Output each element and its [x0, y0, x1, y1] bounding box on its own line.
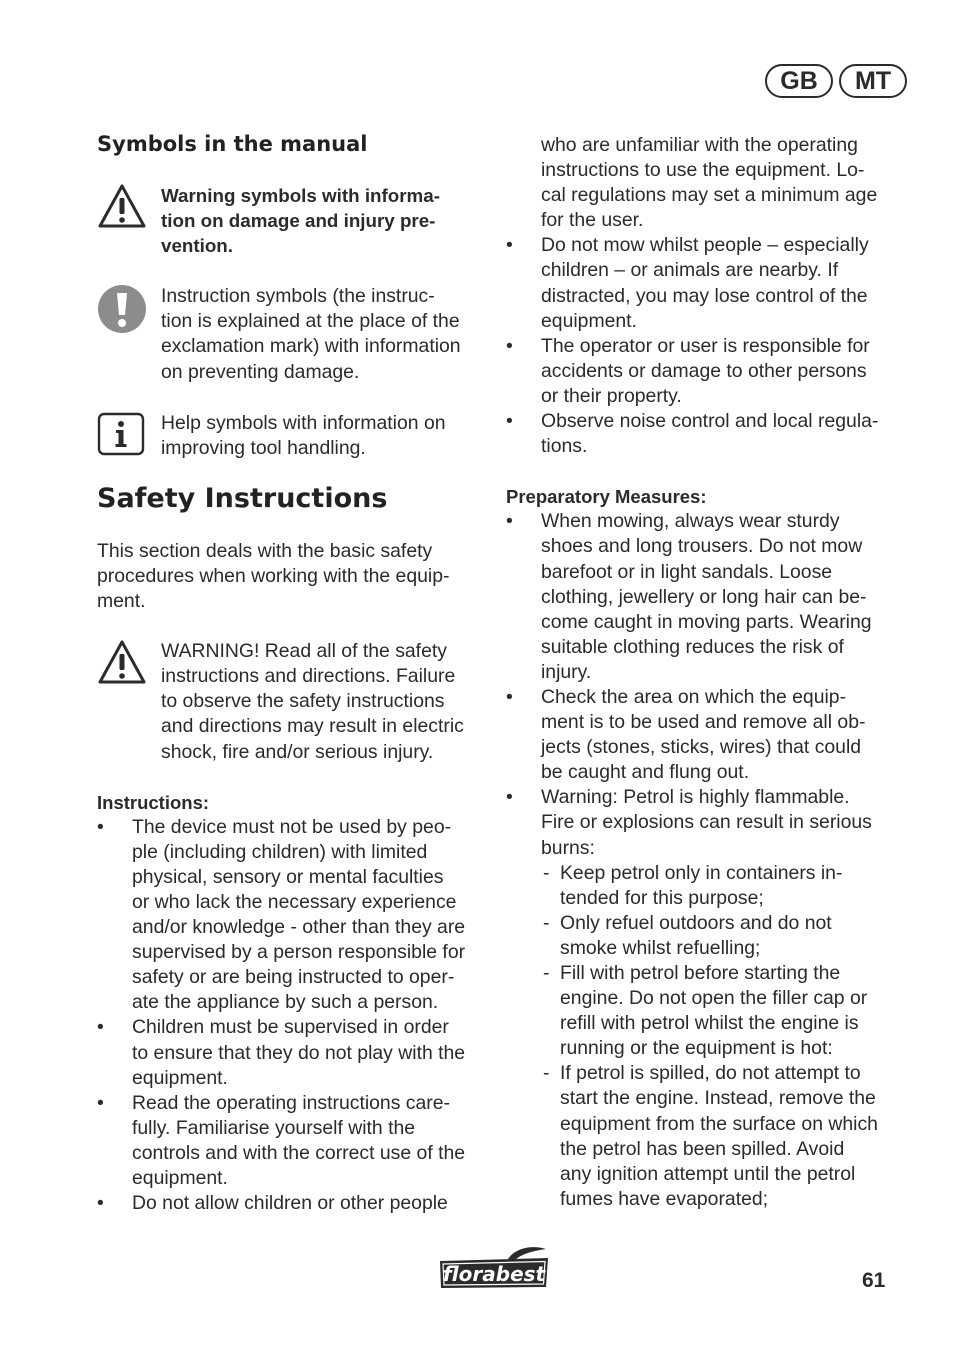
sublist-item: - Only refuel outdoors and do not smoke whilst refuelling; [541, 911, 906, 961]
logo-text: florabest [442, 1262, 546, 1286]
exclamation-circle-icon [97, 284, 161, 334]
instruction-symbol-row [97, 284, 489, 384]
list-item: • Do not allow children or other people [97, 1191, 489, 1216]
page-number: 61 [862, 1269, 886, 1292]
list-item: • The operator or user is responsible for accidents or damage to other persons or their property. [506, 334, 906, 409]
help-symbol-text: Help symbols with information on improving tool handling. [161, 411, 446, 459]
info-icon [97, 411, 161, 457]
preparatory-heading: Preparatory Measures: [506, 486, 707, 508]
instructions-list [97, 815, 489, 1217]
sublist-item: - If petrol is spilled, do not attempt to start the engine. Instead, remove the equipment from the surface on which the petrol has been spilled. Avoid any ignition attempt until the petrol fumes have evaporated; [541, 1061, 906, 1212]
warning-triangle-icon [97, 183, 161, 229]
list-item-text: • Warning: Petrol is highly flammable. Fire or explosions can result in serious burns: [541, 786, 872, 859]
list-item [506, 785, 906, 1212]
list-item: • Do not mow whilst people – especially children – or animals are nearby. If distracted, you may lose control of the equipment. [506, 233, 906, 333]
sublist-item: - Keep petrol only in containers in- tended for this purpose; [541, 861, 906, 911]
safety-warning-row [97, 639, 489, 764]
right-column [506, 133, 906, 1212]
instructions-list-continued [506, 233, 906, 459]
symbols-heading: Symbols in the manual [97, 132, 368, 156]
safety-intro: This section deals with the basic safety procedures when working with the equip- ment. [97, 539, 450, 613]
list-item: • The device must not be used by peo- ple (including children) with limited physical, sensory or mental faculties or who lack the necessary experience and/or knowledge - other than they are supervised by a person responsible for safety or are being instructed to oper- ate the appliance by such a person. [97, 815, 489, 1016]
help-symbol-row [97, 411, 489, 461]
preparatory-list [506, 509, 906, 1212]
list-item: • Observe noise control and local regula- tions. [506, 409, 906, 459]
florabest-logo [438, 1245, 552, 1296]
list-item-continued: who are unfamiliar with the operating instructions to use the equipment. Lo- cal regulations may set a minimum age for the user. [541, 134, 878, 232]
instruction-symbol-text: Instruction symbols (the instruc- tion is explained at the place of the exclamation mark) with information on preventing damage. [161, 285, 461, 383]
language-badges [765, 64, 907, 98]
warning-symbol-row [97, 183, 489, 258]
list-item: • When mowing, always wear sturdy shoes and long trousers. Do not mow barefoot or in light sandals. Loose clothing, jewellery or long hair can be- come caught in moving parts. Wearing suitable clothing reduces the risk of injury. [506, 509, 906, 685]
sublist-item: - Fill with petrol before starting the engine. Do not open the filler cap or refill with petrol whilst the engine is running or the equipment is hot: [541, 961, 906, 1061]
instructions-heading: Instructions: [97, 791, 210, 813]
petrol-sublist [541, 861, 906, 1212]
safety-heading: Safety Instructions [97, 482, 388, 514]
language-badge-gb: GB [765, 64, 833, 98]
safety-warning-text: WARNING! Read all of the safety instructions and directions. Failure to observe the safety instructions and directions may result in electric shock, fire and/or serious injury. [161, 640, 464, 763]
language-badge-mt: MT [839, 64, 907, 98]
warning-symbol-text: Warning symbols with informa- tion on damage and injury pre- vention. [161, 185, 440, 257]
list-item: • Read the operating instructions care- fully. Familiarise yourself with the controls and with the correct use of the equipment. [97, 1091, 489, 1191]
list-item: • Children must be supervised in order to ensure that they do not play with the equipment. [97, 1015, 489, 1090]
left-column [97, 132, 489, 1216]
list-item: • Check the area on which the equip- ment is to be used and remove all ob- jects (stones, sticks, wires) that could be caught and flung out. [506, 685, 906, 785]
warning-triangle-icon [97, 639, 161, 685]
